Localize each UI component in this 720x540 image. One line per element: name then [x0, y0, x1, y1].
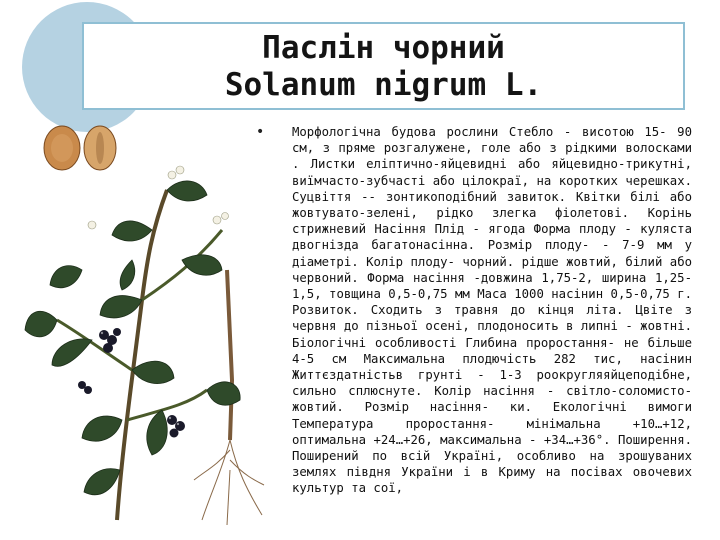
page-subtitle-latin: Solanum nigrum L. — [224, 67, 543, 103]
description-text: Морфологічна будова рослини Стебло - висотою 15- 90 см, з пряме розгалужене, голе або з рідкими волосками . Листки еліптично-яйцевидні або яйцевидно-трикутні, виїмчасто-зубчасті або цілокраї, на коротких черешках. Суцвіття -- зонтикоподібний завиток. Квітки білі або жовтувато-зелені, рідко злегка фіолетові. Корінь стрижневий Насіння Плід - ягода Форма плоду - куляста двогнізда багатонасінна. Розмір плоду- - 7-9 мм у діаметрі. Колір плоду- чорний. рідше жовтий, білий або червоний. Форма насіння -довжина 1,75-2, ширина 1,25-1,5, товщина 0,5-0,75 мм Маса 1000 насінин 0,5-0,75 г. Розвиток. Сходить з травня до кінця літа. Цвіте з червня до пізньої осені, плодоносить в липні - жовтні. Біологічні особливості Глибина проростання- не більше 4-5 см Максимальна плодючість 282 тис, насінин Життєздатністьв грунті - 1-3 роокругляяйцеподібне, сильно сплюснуте. Колір насіння - світло-соломисто-жовтий. Розмір насіння- ки. Екологічні вимоги Температура проростання- мінімальна +10…+12, оптимальна +24…+26, максимальна - +34…+36°. Поширення. Поширений по всій Україні, особливо на зрошуваних землях півдня України і в Криму на посівах овочевих культур та сої, — [292, 125, 692, 496]
page-title: Паслін чорний — [262, 30, 505, 66]
plant-illustration — [22, 120, 267, 530]
seed-icon — [84, 126, 116, 170]
title-box — [82, 22, 685, 110]
bullet-marker: • — [256, 124, 265, 140]
seed-icon — [44, 126, 80, 170]
